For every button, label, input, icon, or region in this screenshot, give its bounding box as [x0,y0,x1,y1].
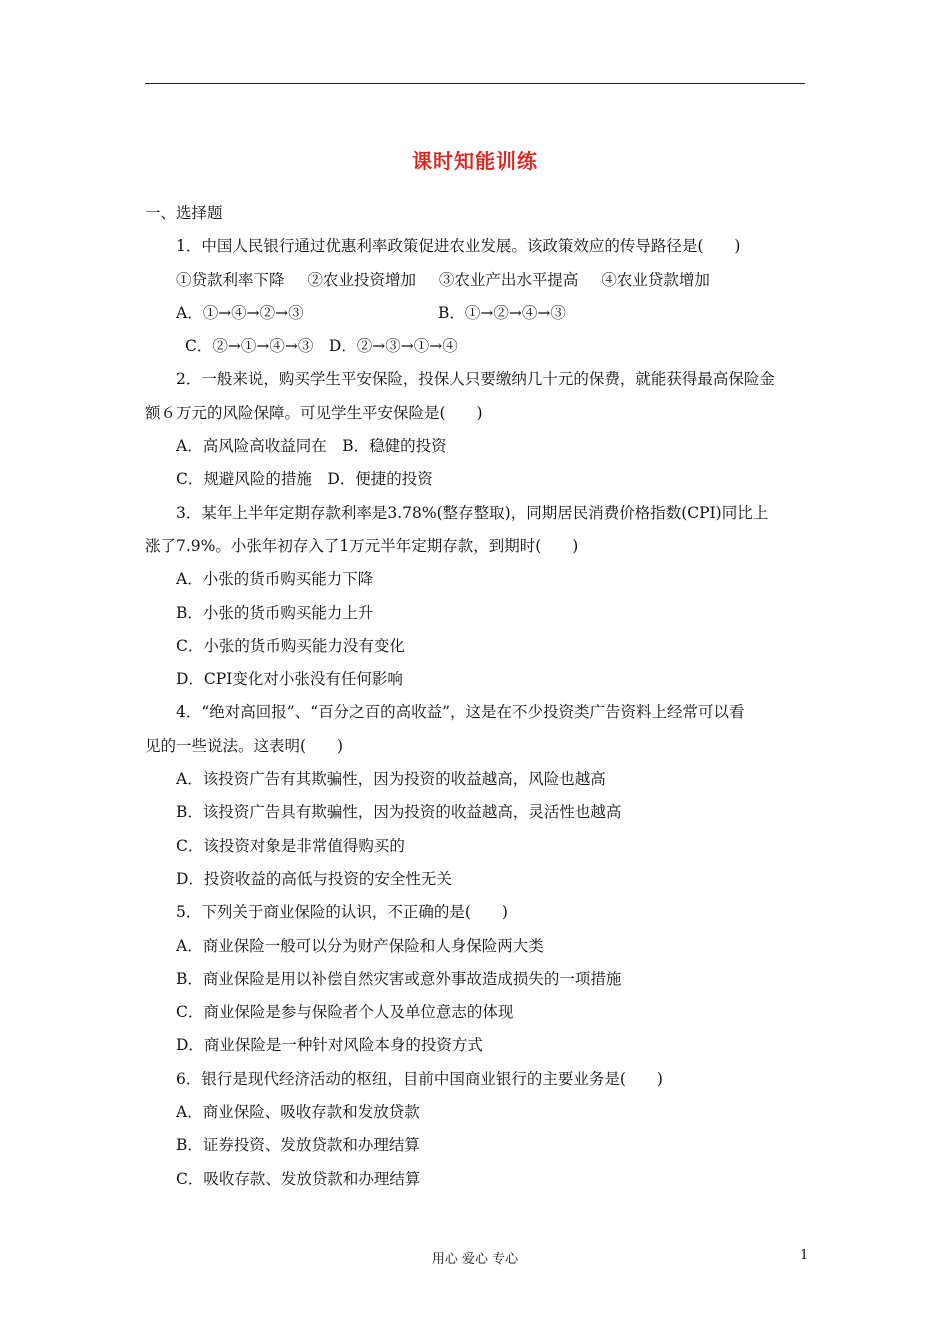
document-body [145,197,807,1196]
question-1-options-ab [145,297,807,330]
section-heading: 一、选择题 [145,204,223,222]
question-1-options-cd: C．②→①→④→③ D．②→③→①→④ [185,337,458,356]
question-3-stem-line1: 3．某年上半年定期存款利率是3.78%(整存整取)，同期居民消费价格指数(CPI)同比上 [176,503,769,522]
q1-item-2: ②农业投资增加 [307,270,416,289]
q3-option-a: A．小张的货币购买能力下降 [176,570,374,589]
q5-option-b: B．商业保险是用以补偿自然灾害或意外事故造成损失的一项措施 [176,969,622,988]
q1-option-a: A．①→④→②→③ [176,303,304,322]
question-1-items [145,264,807,297]
q5-option-c: C．商业保险是参与保险者个人及单位意志的体现 [176,1003,514,1022]
q4-option-c: C．该投资对象是非常值得购买的 [176,836,405,855]
q4-option-d: D．投资收益的高低与投资的安全性无关 [176,869,452,888]
q3-option-d: D．CPI变化对小张没有任何影响 [176,670,403,689]
question-3-stem-line2: 涨了7.9%。小张年初存入了1万元半年定期存款，到期时( ) [145,536,579,555]
question-4-stem-line1: 4．“绝对高回报”、“百分之百的高收益”，这是在不少投资类广告资料上经常可以看 [176,703,745,722]
page-title: 课时知能训练 [412,149,538,173]
question-5-stem: 5．下列关于商业保险的认识，不正确的是( ) [176,903,508,922]
q4-option-a: A．该投资广告有其欺骗性，因为投资的收益越高，风险也越高 [176,770,606,789]
question-1-stem: 1．中国人民银行通过优惠利率政策促进农业发展。该政策效应的传导路径是( ) [176,237,741,256]
page-number: 1 [800,1248,809,1263]
q6-option-b: B．证券投资、发放贷款和办理结算 [176,1136,420,1155]
page-footer: 用心 爱心 专心 [431,1252,519,1267]
q1-item-1: ①贷款利率下降 [176,270,285,289]
q6-option-a: A．商业保险、吸收存款和发放贷款 [176,1103,420,1122]
q3-option-b: B．小张的货币购买能力上升 [176,603,374,622]
q1-item-3: ③农业产出水平提高 [438,270,579,289]
q5-option-a: A．商业保险一般可以分为财产保险和人身保险两大类 [176,936,544,955]
q5-option-d: D．商业保险是一种针对风险本身的投资方式 [176,1036,483,1055]
question-4-stem-line2: 见的一些说法。这表明( ) [145,736,344,755]
q3-option-c: C．小张的货币购买能力没有变化 [176,636,405,655]
q1-option-b: B．①→②→④→③ [438,303,566,322]
q6-option-c: C．吸收存款、发放贷款和办理结算 [176,1169,421,1188]
q2-options-ab: A．高风险高收益同在 B．稳健的投资 [176,437,447,456]
q4-option-b: B．该投资广告具有欺骗性，因为投资的收益越高，灵活性也越高 [176,803,622,822]
q2-options-cd: C．规避风险的措施 D．便捷的投资 [176,470,433,489]
q1-item-4: ④农业贷款增加 [601,270,710,289]
question-2-stem-line2: 额６万元的风险保障。可见学生平安保险是( ) [145,403,483,422]
question-6-stem: 6．银行是现代经济活动的枢纽，目前中国商业银行的主要业务是( ) [176,1069,663,1088]
header-rule [145,83,805,84]
question-2-stem-line1: 2．一般来说，购买学生平安保险，投保人只要缴纳几十元的保费，就能获得最高保险金 [176,370,775,389]
